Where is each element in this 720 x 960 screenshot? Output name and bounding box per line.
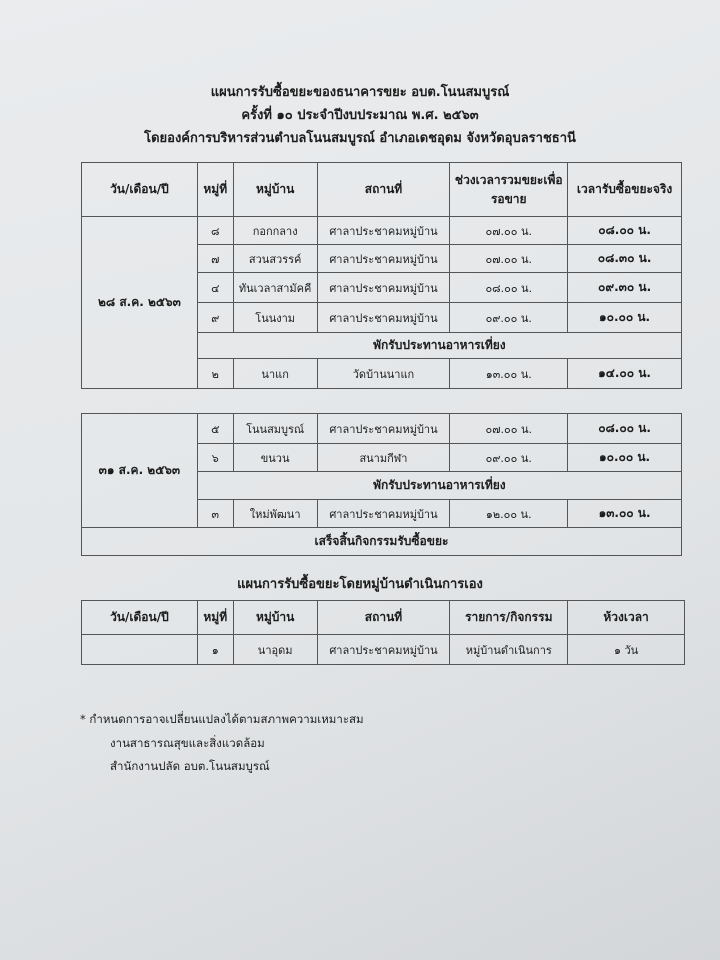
activity-cell: หมู่บ้านดำเนินการ: [450, 635, 568, 665]
end-activity-label: เสร็จสิ้นกิจกรรมรับซื้อขยะ: [82, 528, 682, 556]
schedule-table-2: [81, 413, 682, 556]
moo-cell: ๙: [197, 303, 233, 333]
moo-cell: ๒: [197, 359, 233, 389]
village-cell: โนนงาม: [233, 303, 317, 333]
header-place: สถานที่: [317, 601, 450, 635]
title-line-1: แผนการรับซื้อขยะของธนาคารขยะ อบต.โนนสมบูรณ์: [210, 85, 510, 100]
table-row: [82, 635, 685, 665]
end-row: [82, 528, 682, 556]
moo-cell: ๔: [197, 273, 233, 303]
collect-time-cell: ๐๗.๐๐ น.: [450, 217, 568, 245]
date-cell: ๓๑ ส.ค. ๒๕๖๓: [82, 414, 198, 528]
collect-time-cell: ๐๘.๐๐ น.: [450, 273, 568, 303]
header-collect-time: ช่วงเวลารวมขยะเพื่อรอขาย: [450, 163, 568, 217]
collect-time-cell: ๐๗.๐๐ น.: [450, 245, 568, 273]
village-cell: นาอุดม: [233, 635, 317, 665]
buy-time-cell: ๑๐.๐๐ น.: [568, 444, 682, 472]
note-line-2: งานสาธารณสุขและสิ่งแวดล้อม: [110, 736, 265, 750]
moo-cell: ๑: [197, 635, 233, 665]
moo-cell: ๗: [197, 245, 233, 273]
period-cell: ๑ วัน: [568, 635, 685, 665]
header-date: วัน/เดือน/ปี: [82, 601, 198, 635]
village-cell: กอกกลาง: [233, 217, 317, 245]
header-moo: หมู่ที่: [197, 601, 233, 635]
village-cell: สวนสวรรค์: [233, 245, 317, 273]
title-line-2: ครั้งที่ ๑๐ ประจำปีงบประมาณ พ.ศ. ๒๕๖๓: [241, 108, 479, 123]
note-line-3: สำนักงานปลัด อบต.โนนสมบูรณ์: [110, 759, 270, 773]
lunch-break-label: พักรับประทานอาหารเที่ยง: [197, 472, 681, 500]
place-cell: ศาลาประชาคมหมู่บ้าน: [317, 414, 450, 444]
village-cell: ทันเวลาสามัคคี: [233, 273, 317, 303]
self-managed-table: [81, 600, 685, 665]
header-activity: รายการ/กิจกรรม: [450, 601, 568, 635]
place-cell: สนามกีฬา: [317, 444, 450, 472]
place-cell: วัดบ้านนาแก: [317, 359, 450, 389]
village-cell: นาแก: [233, 359, 317, 389]
date-cell: ๒๘ ส.ค. ๒๕๖๓: [82, 217, 198, 389]
moo-cell: ๖: [197, 444, 233, 472]
village-cell: ใหม่พัฒนา: [233, 500, 317, 528]
place-cell: ศาลาประชาคมหมู่บ้าน: [317, 635, 450, 665]
place-cell: ศาลาประชาคมหมู่บ้าน: [317, 245, 450, 273]
collect-time-cell: ๑๒.๐๐ น.: [450, 500, 568, 528]
table-row: [82, 414, 682, 444]
buy-time-cell: ๑๐.๐๐ น.: [568, 303, 682, 333]
village-cell: โนนสมบูรณ์: [233, 414, 317, 444]
place-cell: ศาลาประชาคมหมู่บ้าน: [317, 303, 450, 333]
place-cell: ศาลาประชาคมหมู่บ้าน: [317, 273, 450, 303]
header-moo: หมู่ที่: [197, 163, 233, 217]
date-cell: [82, 635, 198, 665]
place-cell: ศาลาประชาคมหมู่บ้าน: [317, 500, 450, 528]
moo-cell: ๕: [197, 414, 233, 444]
header-village: หมู่บ้าน: [233, 601, 317, 635]
table-row: [82, 217, 682, 245]
table-header-row: [82, 601, 685, 635]
moo-cell: ๓: [197, 500, 233, 528]
header-place: สถานที่: [317, 163, 450, 217]
title-line-3: โดยองค์การบริหารส่วนตำบลโนนสมบูรณ์ อำเภอเดชอุดม จังหวัดอุบลราชธานี: [144, 131, 576, 146]
schedule-table-1: [81, 162, 682, 389]
lunch-break-label: พักรับประทานอาหารเที่ยง: [197, 333, 681, 359]
village-cell: ขนวน: [233, 444, 317, 472]
self-managed-subtitle: แผนการรับซื้อขยะโดยหมู่บ้านดำเนินการเอง: [237, 577, 483, 592]
header-buy-time: เวลารับซื้อขยะจริง: [568, 163, 682, 217]
buy-time-cell: ๐๘.๐๐ น.: [568, 217, 682, 245]
collect-time-cell: ๐๗.๐๐ น.: [450, 414, 568, 444]
note-line-1: * กำหนดการอาจเปลี่ยนแปลงได้ตามสภาพความเหมาะสม: [80, 712, 364, 726]
buy-time-cell: ๑๔.๐๐ น.: [568, 359, 682, 389]
collect-time-cell: ๑๓.๐๐ น.: [450, 359, 568, 389]
buy-time-cell: ๐๘.๓๐ น.: [568, 245, 682, 273]
collect-time-cell: ๐๙.๐๐ น.: [450, 444, 568, 472]
place-cell: ศาลาประชาคมหมู่บ้าน: [317, 217, 450, 245]
collect-time-cell: ๐๙.๐๐ น.: [450, 303, 568, 333]
table-header-row: [82, 163, 682, 217]
header-village: หมู่บ้าน: [233, 163, 317, 217]
header-period: ห้วงเวลา: [568, 601, 685, 635]
buy-time-cell: ๐๘.๐๐ น.: [568, 414, 682, 444]
header-date: วัน/เดือน/ปี: [82, 163, 198, 217]
moo-cell: ๘: [197, 217, 233, 245]
buy-time-cell: ๐๙.๓๐ น.: [568, 273, 682, 303]
buy-time-cell: ๑๓.๐๐ น.: [568, 500, 682, 528]
